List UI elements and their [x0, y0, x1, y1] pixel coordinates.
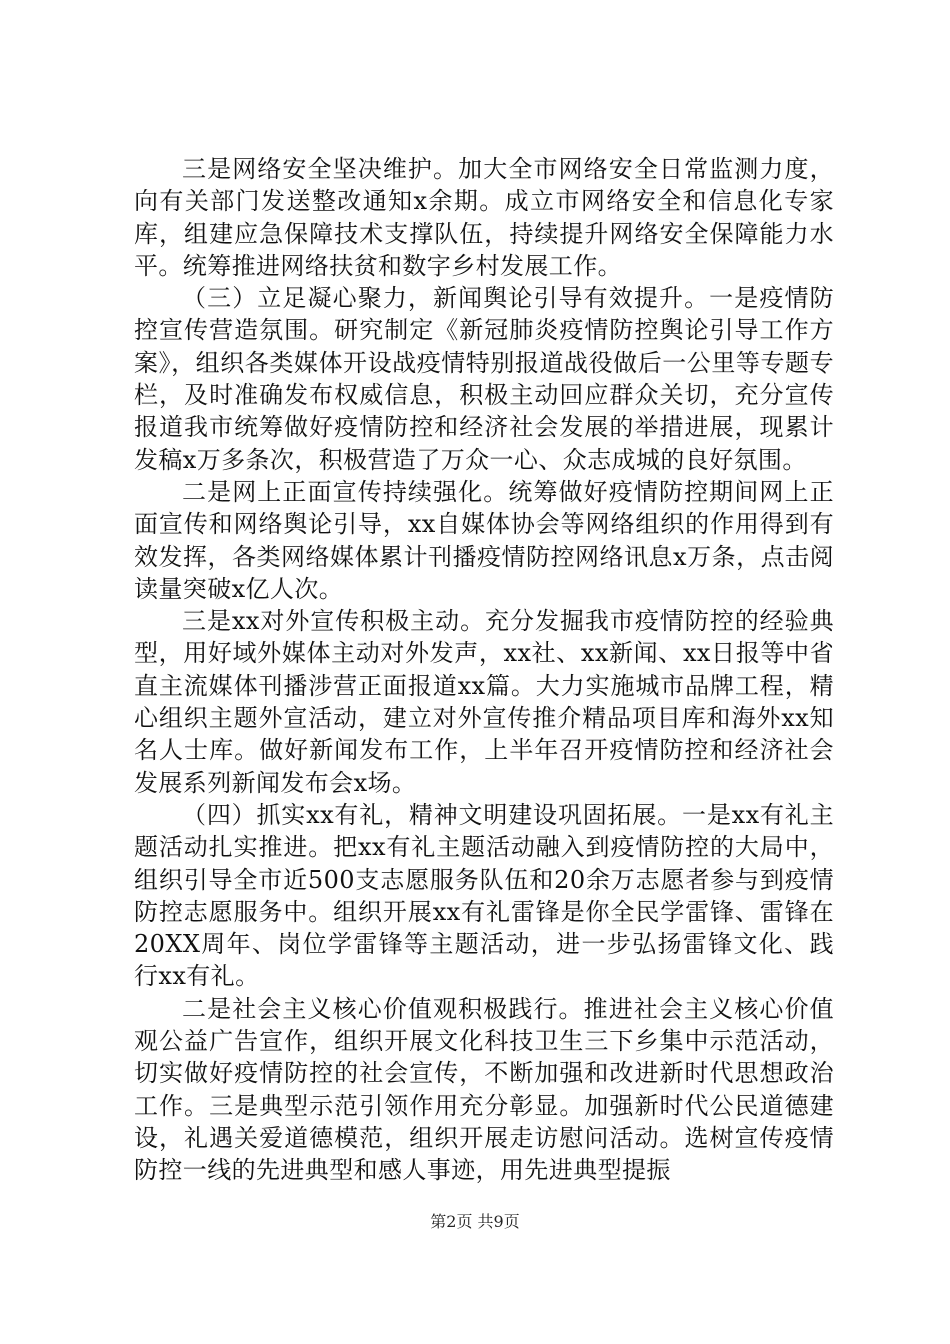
paragraph-online-publicity: 二是网上正面宣传持续强化。统筹做好疫情防控期间网上正面宣传和网络舆论引导，xx自媒体协会等网络组织的作用得到有效发挥，各类网络媒体累计刊播疫情防控网络讯息x万条，点击阅读量突破x亿人次。: [134, 477, 834, 603]
paragraph-network-security: 三是网络安全坚决维护。加大全市网络安全日常监测力度，向有关部门发送整改通知x余期。成立市网络安全和信息化专家库，组建应急保障技术支撑队伍，持续提升网络安全保障能力水平。统筹推进网络扶贫和数字乡村发展工作。: [134, 155, 834, 280]
paragraph-news-guidance: （三）立足凝心聚力，新闻舆论引导有效提升。一是疫情防控宣传营造氛围。研究制定《新冠肺炎疫情防控舆论引导工作方案》，组织各类媒体开设战疫情特别报道战役做后一公里等专题专栏，及时准确发布权威信息，积极主动回应群众关切，充分宣传报道我市统筹做好疫情防控和经济社会发展的举措进展，现累计发稿x万多条次，积极营造了万众一心、众志成城的良好氛围。: [134, 284, 834, 474]
paragraph-external-publicity: 三是xx对外宣传积极主动。充分发掘我市疫情防控的经验典型，用好域外媒体主动对外发声，xx社、xx新闻、xx日报等中省直主流媒体刊播涉营正面报道xx篇。大力实施城市品牌工程，精心组织主题外宣活动，建立对外宣传推介精品项目库和海外xx知名人士库。做好新闻发布工作，上半年召开疫情防控和经济社会发展系列新闻发布会x场。: [134, 607, 834, 797]
page-number-footer: 第2页 共9页: [430, 1212, 520, 1231]
paragraph-core-values: 二是社会主义核心价值观积极践行。推进社会主义核心价值观公益广告宣作，组织开展文化科技卫生三下乡集中示范活动，切实做好疫情防控的社会宣传，不断加强和改进新时代思想政治工作。三是典型示范引领作用充分彰显。加强新时代公民道德建设，礼遇关爱道德模范，组织开展走访慰问活动。选树宣传疫情防控一线的先进典型和感人事迹，用先进典型提振: [134, 994, 834, 1185]
document-body: [134, 153, 834, 1187]
paragraph-civilization-building: （四）抓实xx有礼，精神文明建设巩固拓展。一是xx有礼主题活动扎实推进。把xx有礼主题活动融入到疫情防控的大局中，组织引导全市近500支志愿服务队伍和20余万志愿者参与到疫情防控志愿服务中。组织开展xx有礼雷锋是你全民学雷锋、雷锋在20XX周年、岗位学雷锋等主题活动，进一步弘扬雷锋文化、践行xx有礼。: [134, 800, 834, 991]
